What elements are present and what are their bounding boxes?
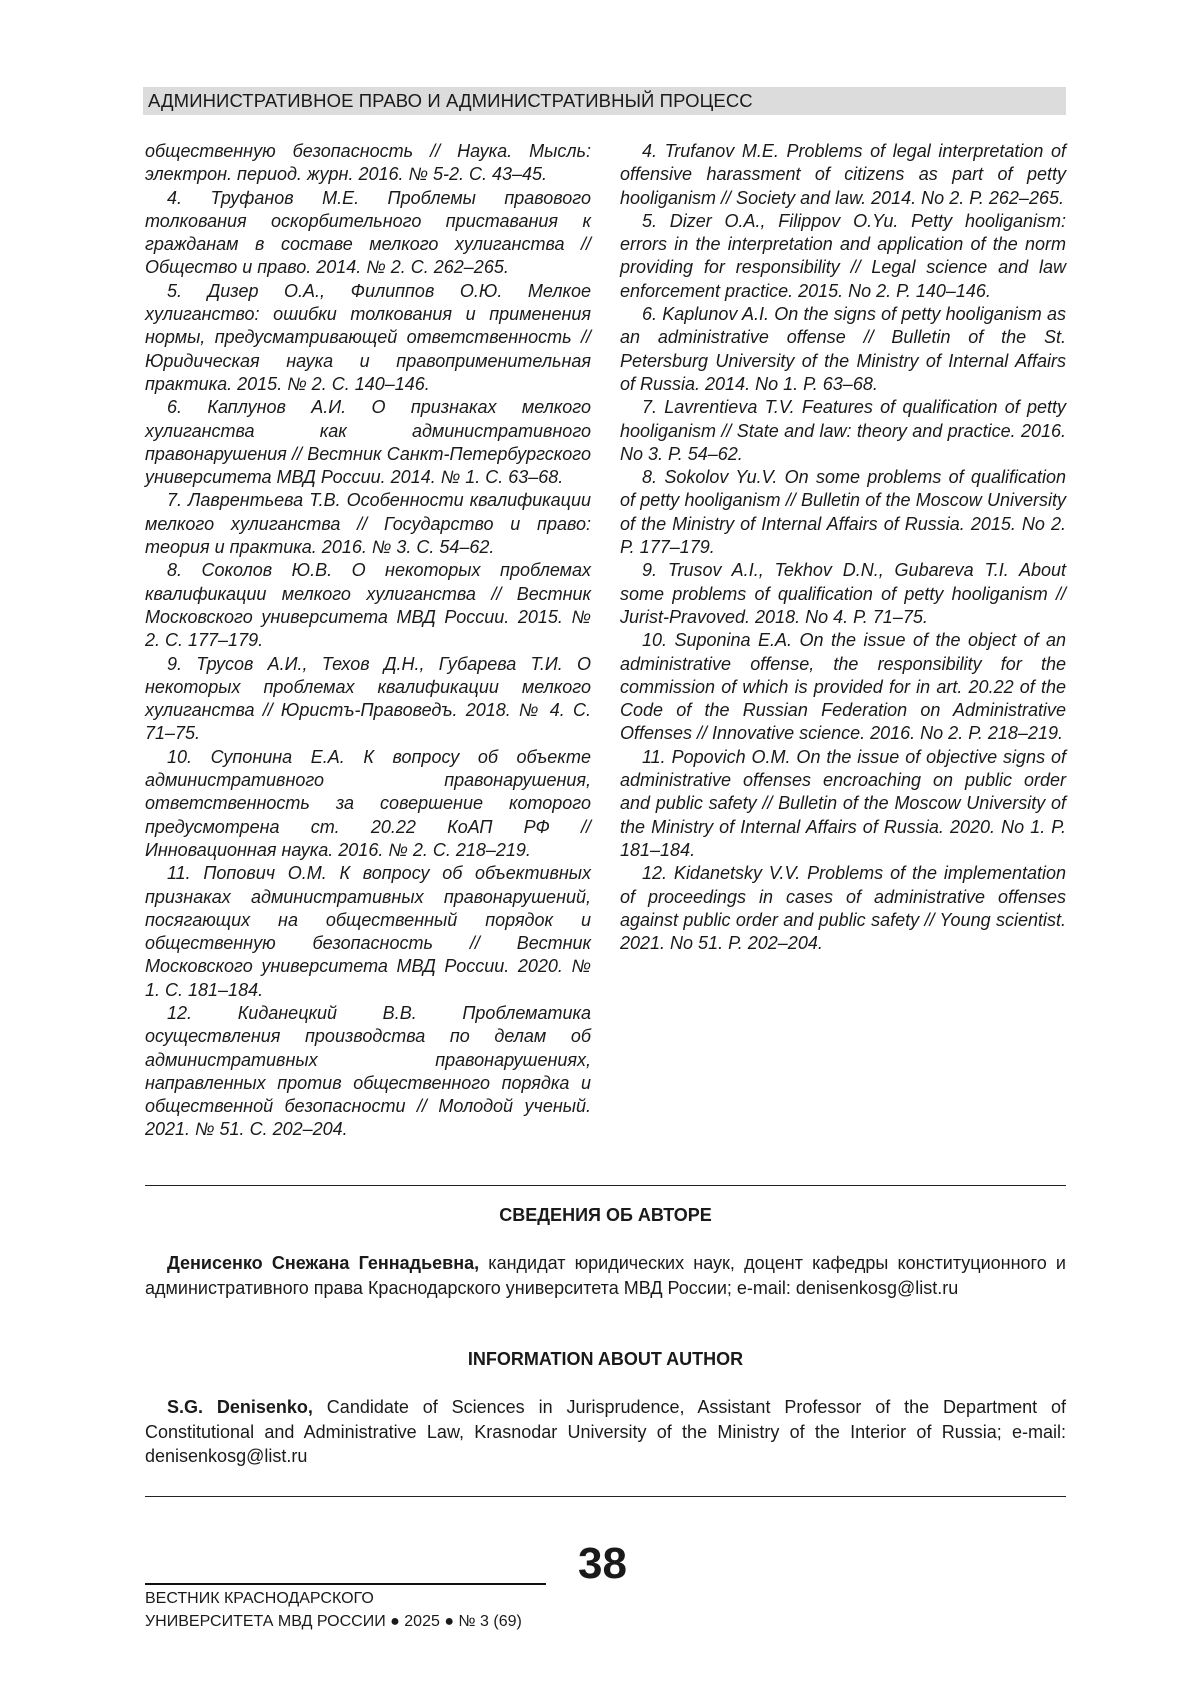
reference-item: 10. Suponina E.A. On the issue of the object of an administrative offense, the responsibility for the commission of which is provided for in art. 20.22 of the Code of the Russian Federation on Administrative Offenses // Innovative science. 2016. No 2. P. 218–219. bbox=[620, 630, 1066, 744]
author-details-en: Candidate of Sciences in Jurisprudence, Assistant Professor of the Department of Constitutional and Administrative Law, Krasnodar University of the Ministry of the Interior of Russia; e-mail: denisenkosg@list.ru bbox=[145, 1397, 1066, 1466]
reference-item: 5. Dizer O.A., Filippov O.Yu. Petty hooliganism: errors in the interpretation and application of the norm providing for responsibility // Legal science and law enforcement practice. 2015. No 2. P. 140–146. bbox=[620, 210, 1066, 301]
reference-item: 11. Попович О.М. К вопросу об объективных признаках административных правонарушений, посягающих на общественный порядок и общественную безопасность // Вестник Московского университета МВД России. 2020. № 1. С. 181–184. bbox=[145, 863, 591, 1000]
author-name-ru: Денисенко Снежана Геннадьевна, bbox=[167, 1253, 480, 1273]
reference-item: 7. Lavrentieva T.V. Features of qualification of petty hooliganism // State and law: theory and practice. 2016. No 3. P. 54–62. bbox=[620, 397, 1066, 464]
reference-item: 4. Труфанов М.Е. Проблемы правового толкования оскорбительного приставания к гражданам в составе мелкого хулиганства // Общество и право. 2014. № 2. С. 262–265. bbox=[145, 187, 591, 278]
divider-top bbox=[145, 1185, 1066, 1186]
author-heading-en: INFORMATION ABOUT AUTHOR bbox=[467, 1349, 744, 1369]
divider-bottom bbox=[145, 1496, 1066, 1497]
reference-item: 7. Лаврентьева Т.В. Особенности квалификации мелкого хулиганства // Государство и право: теория и практика. 2016. № 3. С. 54–62. bbox=[145, 490, 591, 558]
reference-item: 4. Trufanov M.E. Problems of legal interpretation of offensive harassment of citizens as part of petty hooliganism // Society and law. 2014. No 2. P. 262–265. bbox=[620, 141, 1066, 208]
reference-item: 11. Popovich O.M. On the issue of objective signs of administrative offenses encroaching on public order and public safety // Bulletin of the Moscow University of the Ministry of Internal Affairs of Russia. 2020. No 1. P. 181–184. bbox=[620, 746, 1066, 860]
reference-item: общественную безопасность // Наука. Мысль: электрон. период. журн. 2016. № 5-2. С. 43–45. bbox=[145, 141, 591, 185]
reference-item: 5. Дизер О.А., Филиппов О.Ю. Мелкое хулиганство: ошибки толкования и применения нормы, предусматривающей ответственность // Юридическая наука и правоприменительная практика. 2015. № 2. С. 140–146. bbox=[145, 280, 591, 394]
reference-item: 8. Соколов Ю.В. О некоторых проблемах квалификации мелкого хулиганства // Вестник Московского университета МВД России. 2015. № 2. С. 177–179. bbox=[145, 560, 591, 651]
reference-item: 10. Супонина Е.А. К вопросу об объекте административного правонарушения, ответственность за совершение которого предусмотрена ст. 20.22 КоАП РФ // Инновационная наука. 2016. № 2. С. 218–219. bbox=[145, 746, 591, 860]
reference-item: 6. Каплунов А.И. О признаках мелкого хулиганства как административного правонарушения // Вестник Санкт-Петербургского университета МВД России. 2014. № 1. С. 63–68. bbox=[145, 397, 591, 488]
author-info-ru bbox=[145, 1251, 1066, 1300]
footer-rule bbox=[145, 1583, 546, 1585]
author-details-ru: кандидат юридических наук, доцент кафедры конституционного и административного права Краснодарского университета МВД России; e-mail: denisenkosg@list.ru bbox=[145, 1253, 1066, 1298]
reference-item: 12. Kidanetsky V.V. Problems of the implementation of proceedings in cases of administrative offenses against public order and public safety // Young scientist. 2021. No 51. P. 202–204. bbox=[620, 863, 1066, 954]
reference-item: 9. Трусов А.И., Техов Д.Н., Губарева Т.И. О некоторых проблемах квалификации мелкого хулиганства // Юристъ-Правоведъ. 2018. № 4. С. 71–75. bbox=[145, 653, 591, 744]
page-number: 38 bbox=[578, 1539, 627, 1588]
references-english-column bbox=[620, 140, 1066, 955]
journal-name-line2: УНИВЕРСИТЕТА МВД РОССИИ ● 2025 ● № 3 (69) bbox=[145, 1613, 522, 1630]
reference-item: 6. Kaplunov A.I. On the signs of petty hooliganism as an administrative offense // Bulletin of the St. Petersburg University of the Ministry of Internal Affairs of Russia. 2014. No 1. P. 63–68. bbox=[620, 304, 1066, 394]
reference-item: 8. Sokolov Yu.V. On some problems of qualification of petty hooliganism // Bulletin of the Moscow University of the Ministry of Internal Affairs of Russia. 2015. No 2. P. 177–179. bbox=[620, 467, 1066, 558]
section-header-title: АДМИНИСТРАТИВНОЕ ПРАВО И АДМИНИСТРАТИВНЫЙ ПРОЦЕСС bbox=[148, 90, 753, 111]
reference-item: 12. Киданецкий В.В. Проблематика осуществления производства по делам об административных правонарушениях, направленных против общественного порядка и общественной безопасности // Молодой ученый. 2021. № 51. С. 202–204. bbox=[145, 1002, 591, 1140]
reference-item: 9. Trusov A.I., Tekhov D.N., Gubareva T.I. About some problems of qualification of petty hooliganism // Jurist-Pravoved. 2018. No 4. P. 71–75. bbox=[620, 560, 1066, 627]
author-heading-ru: СВЕДЕНИЯ ОБ АВТОРЕ bbox=[499, 1205, 712, 1225]
author-name-en: S.G. Denisenko, bbox=[167, 1397, 313, 1417]
journal-name-line1: ВЕСТНИК КРАСНОДАРСКОГО bbox=[145, 1590, 374, 1607]
author-info-en bbox=[145, 1395, 1066, 1469]
references-russian-column bbox=[145, 140, 591, 1142]
